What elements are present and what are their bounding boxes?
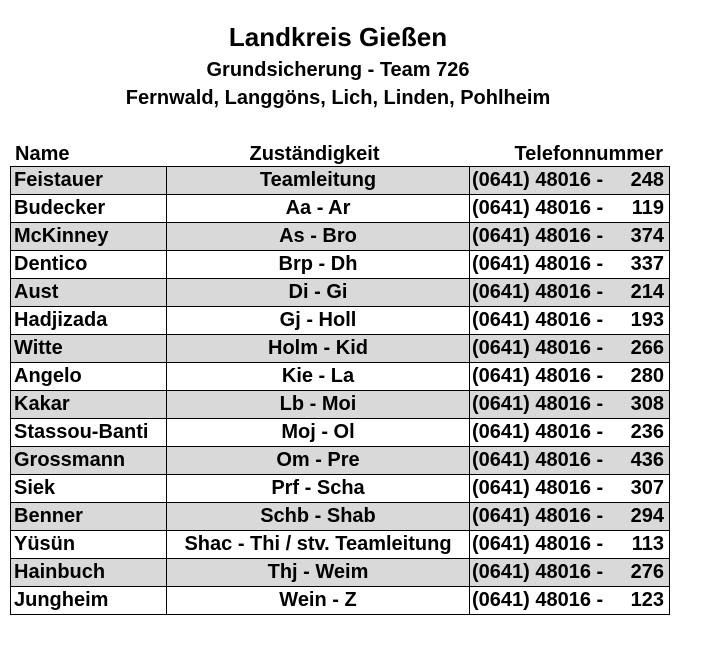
cell-phone <box>470 447 670 475</box>
phone-extension: 236 <box>630 421 664 443</box>
cell-name: McKinney <box>11 223 167 251</box>
cell-responsibility: Thj - Weim <box>167 559 470 587</box>
phone-extension: 113 <box>631 533 664 555</box>
phone-prefix: (0641) 48016 - <box>472 365 604 387</box>
table-row <box>11 447 670 475</box>
cell-name: Yüsün <box>11 531 167 559</box>
cell-responsibility: As - Bro <box>167 223 470 251</box>
cell-responsibility: Shac - Thi / stv. Teamleitung <box>167 531 470 559</box>
phone-prefix: (0641) 48016 - <box>472 561 604 583</box>
phone-extension: 374 <box>630 225 664 247</box>
cell-phone <box>470 587 670 615</box>
cell-name: Budecker <box>11 195 167 223</box>
phone-prefix: (0641) 48016 - <box>472 421 604 443</box>
phone-extension: 123 <box>630 589 664 611</box>
cell-responsibility: Wein - Z <box>167 587 470 615</box>
page-title: Landkreis Gießen <box>228 22 448 52</box>
phone-extension: 119 <box>631 197 664 219</box>
cell-responsibility: Di - Gi <box>167 279 470 307</box>
cell-phone <box>470 419 670 447</box>
phone-extension: 276 <box>630 561 664 583</box>
cell-phone <box>470 531 670 559</box>
phone-prefix: (0641) 48016 - <box>472 309 604 331</box>
column-header-responsibility: Zuständigkeit <box>249 143 380 165</box>
phone-extension: 308 <box>630 393 664 415</box>
cell-phone <box>470 167 670 195</box>
cell-responsibility: Holm - Kid <box>167 335 470 363</box>
phone-extension: 248 <box>630 169 664 191</box>
phone-extension: 214 <box>630 281 664 303</box>
phone-prefix: (0641) 48016 - <box>472 197 604 219</box>
cell-responsibility: Brp - Dh <box>167 251 470 279</box>
phone-prefix: (0641) 48016 - <box>472 253 604 275</box>
cell-phone <box>470 503 670 531</box>
phone-prefix: (0641) 48016 - <box>472 393 604 415</box>
table-row <box>11 279 670 307</box>
phone-prefix: (0641) 48016 - <box>472 477 604 499</box>
contact-table <box>10 166 670 615</box>
cell-name: Grossmann <box>11 447 167 475</box>
table-row <box>11 335 670 363</box>
cell-responsibility: Schb - Shab <box>167 503 470 531</box>
table-row <box>11 587 670 615</box>
cell-phone <box>470 279 670 307</box>
phone-prefix: (0641) 48016 - <box>472 505 604 527</box>
cell-phone <box>470 363 670 391</box>
phone-prefix: (0641) 48016 - <box>472 589 604 611</box>
cell-name: Kakar <box>11 391 167 419</box>
cell-responsibility: Om - Pre <box>167 447 470 475</box>
cell-name: Benner <box>11 503 167 531</box>
cell-name: Hadjizada <box>11 307 167 335</box>
cell-phone <box>470 475 670 503</box>
cell-responsibility: Kie - La <box>167 363 470 391</box>
cell-name: Dentico <box>11 251 167 279</box>
phone-extension: 337 <box>630 253 664 275</box>
table-row <box>11 363 670 391</box>
phone-extension: 266 <box>630 337 664 359</box>
table-row <box>11 391 670 419</box>
phone-prefix: (0641) 48016 - <box>472 337 604 359</box>
cell-responsibility: Aa - Ar <box>167 195 470 223</box>
cell-name: Jungheim <box>11 587 167 615</box>
column-header-phone: Telefonnummer <box>514 143 663 165</box>
table-row <box>11 531 670 559</box>
cell-phone <box>470 391 670 419</box>
cell-name: Witte <box>11 335 167 363</box>
table-row <box>11 307 670 335</box>
phone-extension: 307 <box>630 477 664 499</box>
table-row <box>11 251 670 279</box>
cell-phone <box>470 335 670 363</box>
phone-prefix: (0641) 48016 - <box>472 225 604 247</box>
table-row <box>11 167 670 195</box>
cell-responsibility: Gj - Holl <box>167 307 470 335</box>
cell-name: Hainbuch <box>11 559 167 587</box>
table-row <box>11 559 670 587</box>
contact-table-body <box>11 167 670 615</box>
phone-prefix: (0641) 48016 - <box>472 169 604 191</box>
cell-name: Aust <box>11 279 167 307</box>
cell-phone <box>470 223 670 251</box>
cell-phone <box>470 559 670 587</box>
cell-responsibility: Lb - Moi <box>167 391 470 419</box>
table-row <box>11 503 670 531</box>
municipalities-line: Fernwald, Langgöns, Lich, Linden, Pohlheim <box>125 87 551 109</box>
cell-responsibility: Moj - Ol <box>167 419 470 447</box>
phone-extension: 193 <box>630 309 664 331</box>
cell-phone <box>470 195 670 223</box>
cell-responsibility: Prf - Scha <box>167 475 470 503</box>
phone-extension: 436 <box>630 449 664 471</box>
cell-name: Angelo <box>11 363 167 391</box>
cell-phone <box>470 251 670 279</box>
phone-extension: 294 <box>630 505 664 527</box>
cell-phone <box>470 307 670 335</box>
column-header-name: Name <box>15 143 70 165</box>
cell-name: Siek <box>11 475 167 503</box>
phone-prefix: (0641) 48016 - <box>472 449 604 471</box>
table-row <box>11 223 670 251</box>
table-row <box>11 195 670 223</box>
table-row <box>11 475 670 503</box>
cell-name: Feistauer <box>11 167 167 195</box>
phone-extension: 280 <box>630 365 664 387</box>
cell-responsibility: Teamleitung <box>167 167 470 195</box>
page-subtitle: Grundsicherung - Team 726 <box>206 59 470 81</box>
phone-prefix: (0641) 48016 - <box>472 533 604 555</box>
cell-name: Stassou-Banti <box>11 419 167 447</box>
phone-prefix: (0641) 48016 - <box>472 281 604 303</box>
table-row <box>11 419 670 447</box>
